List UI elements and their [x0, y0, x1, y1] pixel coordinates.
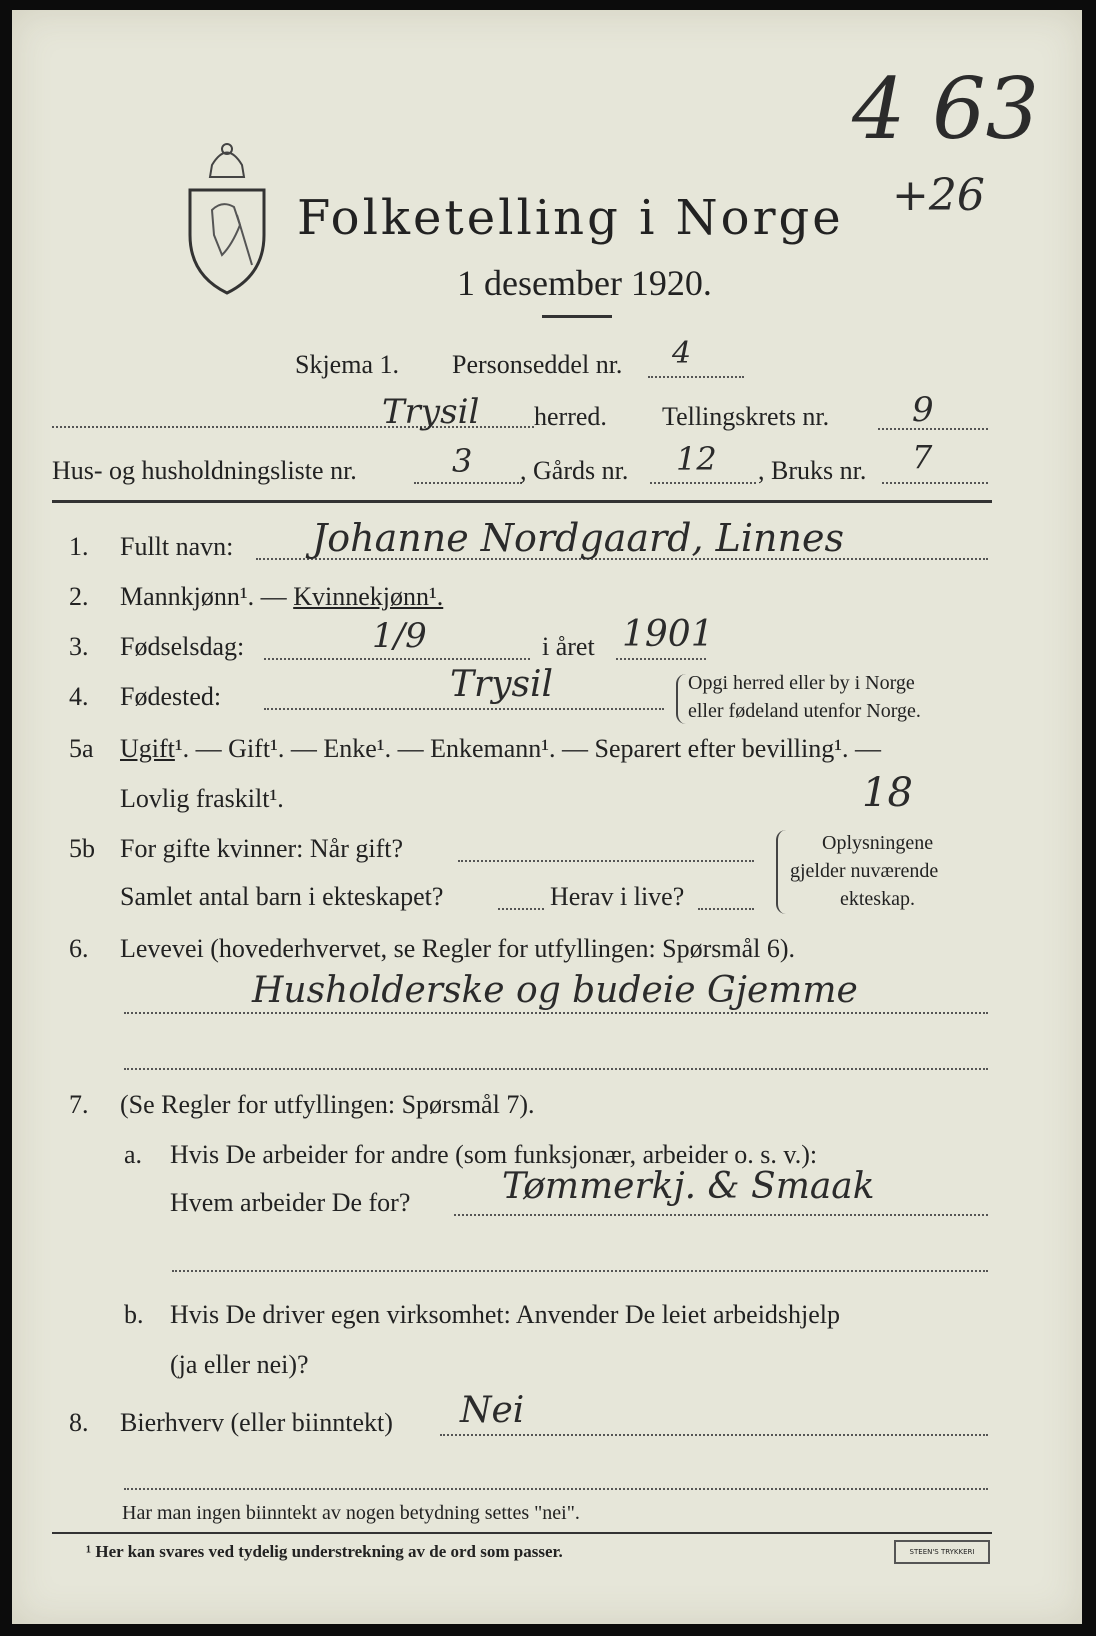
- q4-number: 4.: [69, 682, 89, 711]
- q5a-handwritten-mark: 18: [862, 770, 913, 816]
- q8-label: Bierhverv (eller biinntekt): [120, 1408, 393, 1437]
- printer-stamp: STEEN'S TRYKKERI: [894, 1540, 990, 1564]
- q5b-number: 5b: [69, 834, 95, 863]
- q2-female-option: Kvinnekjønn¹.: [293, 582, 444, 611]
- q7a-label-line-1: Hvis De arbeider for andre (som funksjonær, arbeider o. s. v.):: [170, 1140, 818, 1169]
- q4-birthplace-value: Trysil: [450, 664, 554, 705]
- q8-number: 8.: [69, 1408, 89, 1437]
- q1-label: Fullt navn:: [120, 532, 234, 561]
- header-rule: [52, 500, 992, 503]
- q7a-label-line-2: Hvem arbeider De for?: [170, 1188, 411, 1217]
- q7b-letter: b.: [124, 1300, 144, 1329]
- q5b-married-when-label: For gifte kvinner: Når gift?: [120, 834, 404, 863]
- q8-note: Har man ingen biinntekt av nogen betydning settes "nei".: [122, 1502, 580, 1524]
- coat-of-arms-icon: [182, 135, 272, 295]
- q5a-divorced-label: Lovlig fraskilt¹.: [120, 784, 284, 813]
- hus-label: Hus- og husholdningsliste nr.: [52, 456, 357, 485]
- annotation-number: 4 63: [852, 60, 1040, 158]
- q8-side-income-value: Nei: [460, 1390, 525, 1431]
- q4-note-line-1: Opgi herred eller by i Norge: [688, 672, 915, 694]
- q7-label: (Se Regler for utfyllingen: Spørsmål 7).: [120, 1090, 535, 1119]
- skjema-label: Skjema 1.: [295, 350, 399, 379]
- footer-rule: [52, 1532, 992, 1534]
- q5a-other-options: ¹. — Gift¹. — Enke¹. — Enkemann¹. — Separert efter bevilling¹. —: [174, 734, 882, 763]
- gards-label: , Gårds nr.: [520, 456, 629, 485]
- q3-label: Fødselsdag:: [120, 632, 245, 661]
- q5b-note-line-3: ekteskap.: [840, 888, 915, 910]
- q6-number: 6.: [69, 934, 89, 963]
- q2-number: 2.: [69, 582, 89, 611]
- q7a-letter: a.: [124, 1140, 143, 1169]
- q7-number: 7.: [69, 1090, 89, 1119]
- q5b-alive-label: Herav i live?: [550, 882, 685, 911]
- tellingskrets-value: 9: [912, 390, 934, 430]
- q5b-note-line-2: gjelder nuværende: [790, 860, 939, 882]
- q2-male-option: Mannkjønn¹. —: [120, 582, 294, 611]
- personseddel-value: 4: [672, 336, 692, 371]
- q6-occupation-value: Husholderske og budeie Gjemme: [252, 970, 858, 1011]
- form-date: 1 desember 1920.: [457, 263, 712, 303]
- tellingskrets-label: Tellingskrets nr.: [662, 402, 830, 431]
- herred-value: Trysil: [382, 392, 480, 432]
- q4-label: Fødested:: [120, 682, 222, 711]
- q1-full-name-value: Johanne Nordgaard, Linnes: [312, 516, 844, 560]
- q3-birthday-value: 1/9: [372, 616, 427, 656]
- personseddel-label: Personseddel nr.: [452, 350, 623, 379]
- q3-number: 3.: [69, 632, 89, 661]
- q5a-unmarried-option: Ugift: [120, 734, 175, 763]
- footnote: ¹ Her kan svares ved tydelig understrekning av de ord som passer.: [86, 1542, 563, 1561]
- q7a-employer-value: Tømmerkj. & Smaak: [502, 1166, 875, 1207]
- q2-label: [120, 582, 443, 612]
- annotation-plus: +26: [892, 170, 985, 221]
- q7b-label-line-1: Hvis De driver egen virksomhet: Anvender De leiet arbeidshjelp: [170, 1300, 841, 1329]
- q5a-label: [120, 734, 881, 764]
- bruks-label: , Bruks nr.: [758, 456, 867, 485]
- q5a-number: 5a: [69, 734, 94, 763]
- q5b-children-label: Samlet antal barn i ekteskapet?: [120, 882, 444, 911]
- gards-value: 12: [676, 440, 717, 478]
- q5b-note-line-1: Oplysningene: [822, 832, 934, 854]
- q3-year-label: i året: [542, 632, 595, 661]
- bruks-value: 7: [912, 438, 933, 476]
- form-title: Folketelling i Norge: [297, 190, 844, 246]
- herred-label: herred.: [534, 402, 607, 431]
- census-form-sheet: [12, 10, 1082, 1624]
- q1-number: 1.: [69, 532, 89, 561]
- q7b-label-line-2: (ja eller nei)?: [170, 1350, 309, 1379]
- q4-note-line-2: eller fødeland utenfor Norge.: [688, 700, 921, 722]
- q6-label: Levevei (hovederhvervet, se Regler for utfyllingen: Spørsmål 6).: [120, 934, 796, 963]
- title-divider: [542, 315, 612, 318]
- q3-year-value: 1901: [622, 614, 714, 655]
- hus-value: 3: [452, 442, 473, 480]
